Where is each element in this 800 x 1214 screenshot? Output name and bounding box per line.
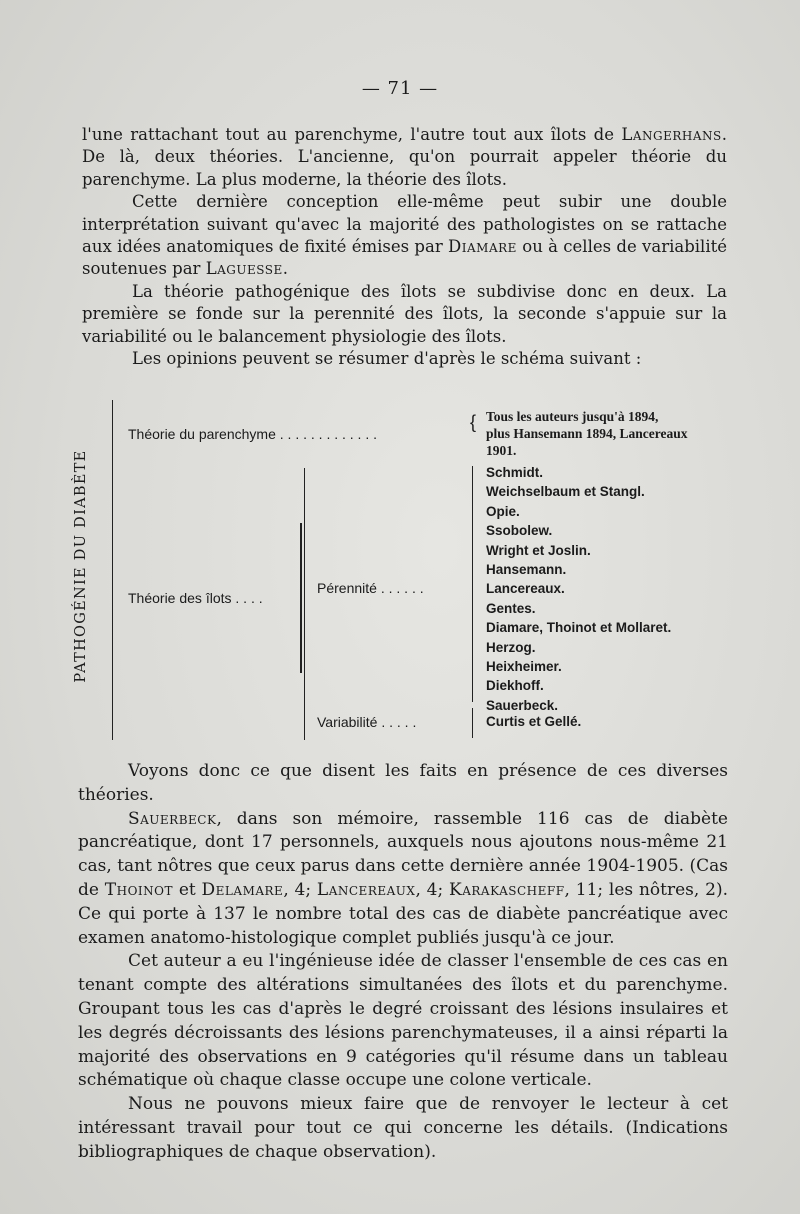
paragraph-6: Sauerbeck, dans son mémoire, rassemble 116 cas de diabète pancréatique, dont 17 personnels, auxquels nous ajoutons nous-même 21 cas, tant nôtres que ceux parus dans cette dernière année 1904-1905. (Cas de Thoinot et Delamare, 4; Lancereaux, 4; Karakascheff, 11; les nôtres, 2). Ce qui porte à 137 le nombre total des cas de diabète pancréatique avec examen anatomo-histologique complet publiés jusqu'à ce jour.: [78, 808, 728, 948]
perennite-authors: Schmidt. Weichselbaum et Stangl. Opie. Ssobolew. Wright et Joslin. Hansemann. Lancereaux. Gentes. Diamare, Thoinot et Mollaret. Herzog. Heixheimer. Diekhoff. Sauerbeck.: [486, 465, 672, 713]
ilots-brace: [304, 468, 305, 740]
ilots-brace-thick: [300, 523, 302, 673]
parenchyme-authors: Tous les auteurs jusqu'à 1894, plus Hansemann 1894, Lancereaux 1901.: [486, 409, 688, 458]
paragraph-8: Nous ne pouvons mieux faire que de renvoyer le lecteur à cet intéressant travail pour tout ce qui concerne les détails. (Indications bibliographiques de chaque observation).: [78, 1094, 728, 1162]
top-text: [82, 124, 727, 370]
page-number: — 71 —: [361, 78, 439, 99]
perennite-label: Pérennité . . . . . .: [317, 580, 424, 596]
side-title: PATHOGÉNIE DU DIABÈTE: [73, 449, 89, 683]
variabilite-authors: Curtis et Gellé.: [486, 714, 582, 729]
paragraph-3: La théorie pathogénique des îlots se subdivise donc en deux. La première se fonde sur la perennité des îlots, la seconde s'appuie sur la variabilité ou le balancement physiologie des îlots.: [82, 281, 727, 346]
variabilite-brace: [472, 708, 473, 738]
paragraph-2: Cette dernière conception elle-même peut subir une double interprétation suivant qu'avec la majorité des pathologistes on se rattache aux idées anatomiques de fixité émises par Diamare ou à celles de variabilité soutenues par Laguesse.: [82, 192, 727, 279]
ilots-label: Théorie des îlots . . . .: [128, 590, 263, 606]
bottom-text: [78, 760, 728, 1165]
brace-small: {: [470, 412, 477, 432]
pathogenesis-schema: [73, 398, 732, 743]
parenchyme-label: Théorie du parenchyme . . . . . . . . . . . . .: [128, 426, 378, 442]
main-brace: [112, 400, 113, 740]
paragraph-1: l'une rattachant tout au parenchyme, l'autre tout aux îlots de Langerhans. De là, deux théories. L'ancienne, qu'on pourrait appeler théorie du parenchyme. La plus moderne, la théorie des îlots.: [82, 125, 727, 189]
paragraph-5: Voyons donc ce que disent les faits en présence de ces diverses théories.: [78, 761, 728, 805]
paragraph-7: Cet auteur a eu l'ingénieuse idée de classer l'ensemble de ces cas en tenant compte des altérations simultanées des îlots et du parenchyme. Groupant tous les cas d'après le degré croissant des lésions insulaires et les degrés décroissants des lésions parenchymateuses, il a ainsi réparti la majorité des observations en 9 catégories qu'il résume dans un tableau schématique où chaque classe occupe une colone verticale.: [78, 951, 728, 1091]
variabilite-label: Variabilité . . . . .: [317, 714, 417, 730]
paragraph-4: Les opinions peuvent se résumer d'après le schéma suivant :: [132, 349, 642, 369]
perennite-brace: [472, 466, 473, 702]
